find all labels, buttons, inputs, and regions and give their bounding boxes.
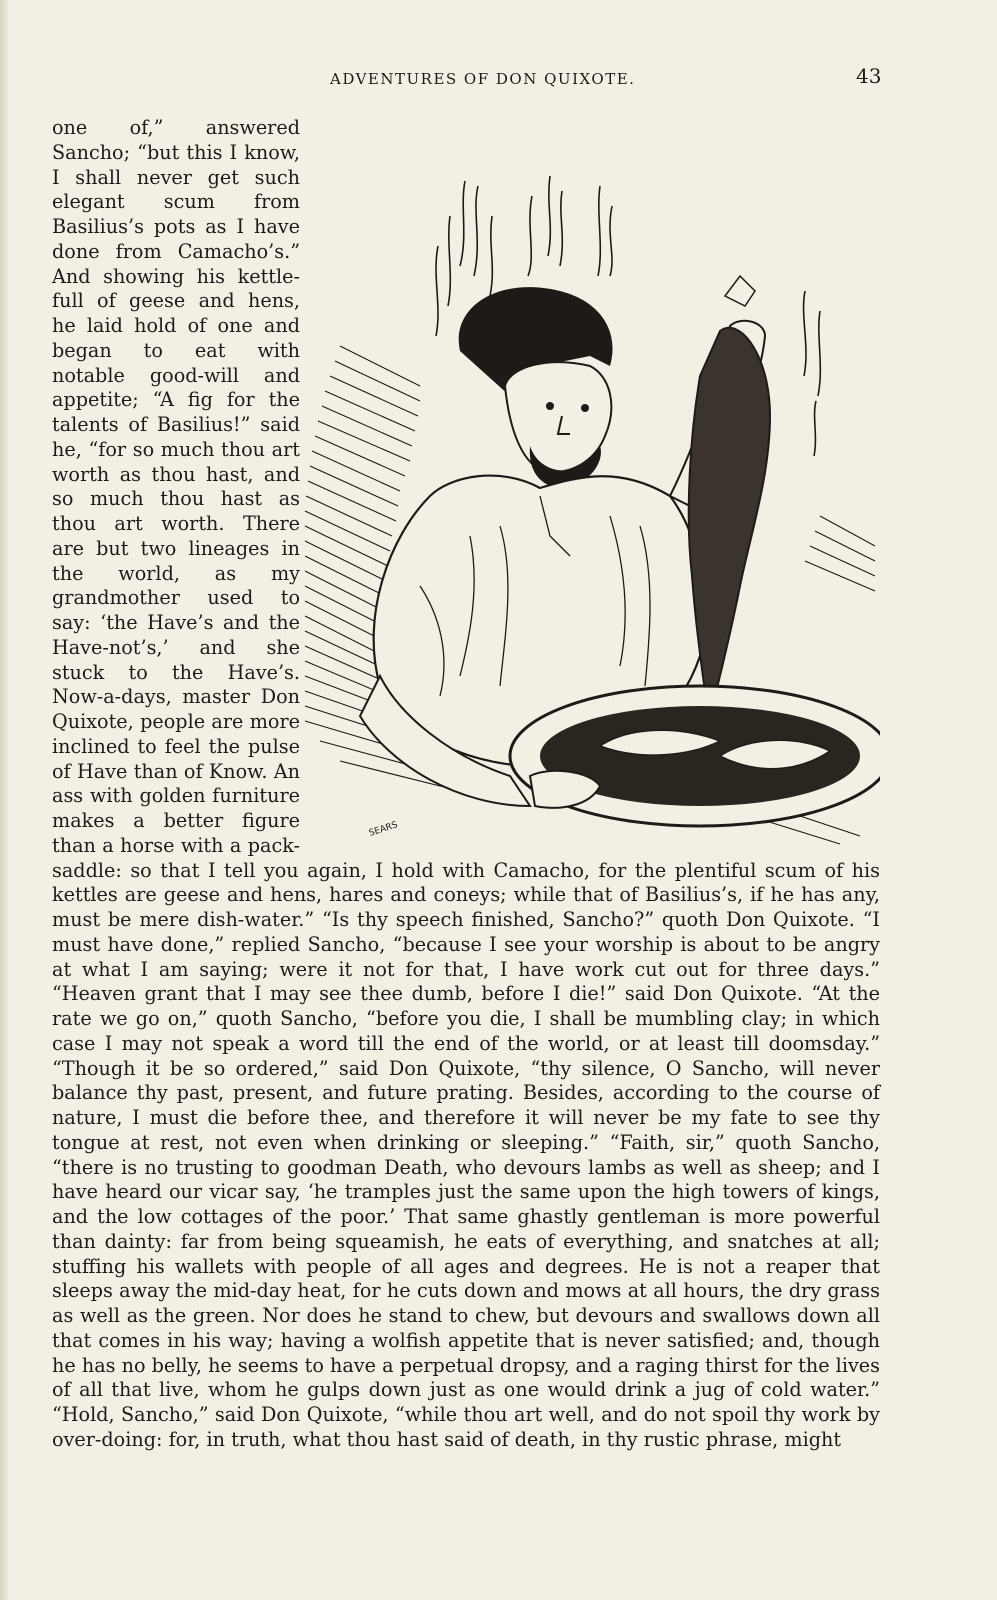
running-title: ADVENTURES OF DON QUIXOTE. — [330, 70, 636, 88]
goose-foot — [725, 276, 755, 306]
sancho-eating-engraving — [300, 116, 880, 846]
body-paragraph: one of,” answered Sancho; “but this I know, I shall never get such elegant scum from Basilius’s pots as I have done from Camacho’s.” And showing his kettle-full of geese and hens, he laid hold of one and began to eat with notable good-will and appetite; “A fig for the talents of Basilius!” said he, “for so much thou art worth as thou hast, and so much thou hast as thou art worth. There are but two lineages in the world, as my grandmother used to say: ‘the Have’s and the Have-not’s,’ and she stuck to the Have’s. Now-a-days, master Don Quixote, people are more inclined to feel the pulse of Have than of Know. An ass with golden furniture makes a better figure than a horse with a pack-saddle: so that I tell you again, I hold with Camacho, for the plentiful scum of his kettles are geese and hens, hares and coneys; while that of Basilius’s, if he has any, must be mere dish-water.” “Is thy speech finished, Sancho?” quoth Don Quixote. “I must have done,” replied Sancho, “because I see your worship is about to be angry at what I am saying; were it not for that, I have work cut out for three days.” “Heaven grant that I may see thee dumb, before I die!” said Don Quixote. “At the rate we go on,” quoth Sancho, “before you die, I shall be mumbling clay; in which case I may not speak a word till the end of the world, or at least till doomsday.” “Though it be so ordered,” said Don Quixote, “thy silence, O Sancho, will never balance thy past, present, and future prating. Besides, according to the course of nature, I must die before thee, and therefore it will never be my fate to see thy tongue at rest, not even when drinking or sleeping.” “Faith, sir,” quoth Sancho, “there is no trusting to goodman Death, who devours lambs as well as sheep; and I have heard our vicar say, ‘he tramples just the same upon the high towers of kings, and the low cottages of the poor.’ That same ghastly gentleman is more powerful than dainty: far from being squeamish, he eats of everything, and snatches at all; stuffing his wallets with people of all ages and degrees. He is not a reaper that sleeps away the mid-day heat, for he cuts down and mows at all hours, the dry grass as well as the green. Nor does he stand to chew, but devours and swallows down all that comes in his way; having a wolfish appetite that is never satisfied; and, though he has no belly, he seems to have a perpetual dropsy, and a raging thirst for the lives of all that live, whom he gulps down just as one would drink a jug of cold water.” “Hold, Sancho,” said Don Quixote, “while thou art well, and do not spoil thy work by over-doing: for, in truth, what thou hast said of death, in thy rustic phrase, might — [52, 116, 880, 1451]
sancho-eye-right — [581, 404, 589, 412]
page-edge-shadow — [0, 0, 10, 1600]
page-number: 43 — [856, 64, 882, 88]
sancho-eye-left — [546, 402, 554, 410]
engraver-signature: SEARS — [367, 820, 400, 839]
goose — [689, 328, 770, 696]
body-text-block — [52, 116, 880, 1453]
engraving-drawing — [300, 116, 880, 846]
